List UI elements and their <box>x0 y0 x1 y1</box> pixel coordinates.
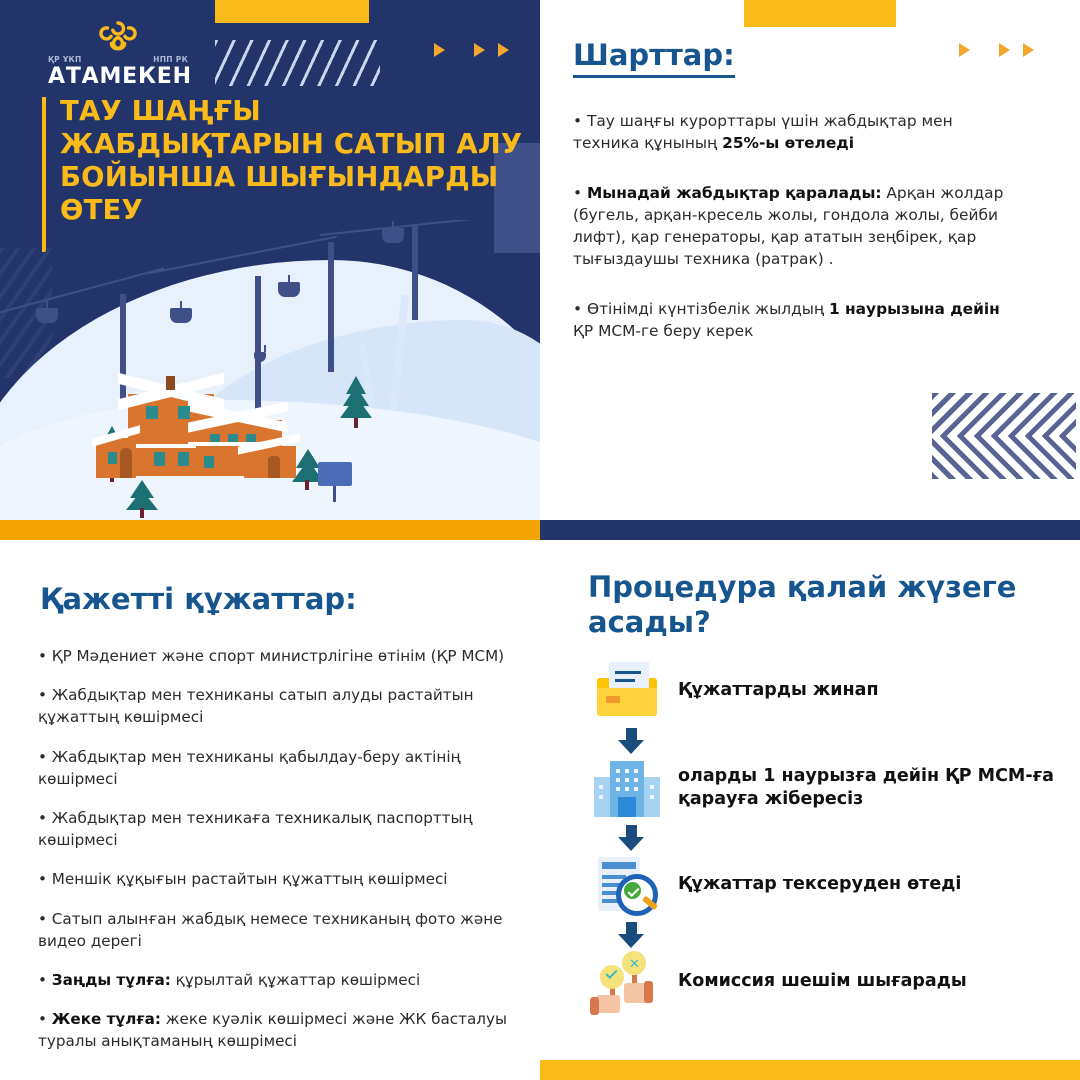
chevron-pattern-decor-icon <box>932 393 1076 479</box>
procedure-step-label: Комиссия шешім шығарады <box>678 971 967 992</box>
triangle-icon <box>1023 43 1034 57</box>
conditions-item-prefix: • Тау шаңғы курорттары үшін жабдықтар мен техника құнының <box>573 112 953 153</box>
documents-item-prefix: • Сатып алынған жабдық немесе техниканың фото және видео дерегі <box>38 909 503 950</box>
documents-item <box>38 1008 523 1052</box>
triangle-icon <box>959 43 970 57</box>
gondola-cabin <box>170 308 192 323</box>
down-arrow-icon <box>618 825 644 851</box>
trail-sign <box>318 462 352 486</box>
documents-item <box>38 868 523 890</box>
logo <box>48 18 192 89</box>
conditions-panel <box>540 0 1080 540</box>
pine-tree <box>340 372 372 428</box>
conditions-item-prefix: • <box>573 184 587 203</box>
documents-item <box>38 807 523 851</box>
procedure-step <box>588 755 1058 821</box>
triangle-icon <box>434 43 445 57</box>
conditions-bottom-navy-bar <box>540 520 1080 540</box>
conditions-item-suffix: ҚР МСМ-ге беру керек <box>573 322 754 341</box>
government-building-icon <box>588 755 666 821</box>
gondola-cabin <box>382 228 404 243</box>
documents-item-bold: Заңды тұлға: <box>51 970 171 989</box>
documents-item-prefix: • ҚР Мәдениет және спорт министрлігіне өтінім (ҚР МСМ) <box>38 647 505 665</box>
documents-item-prefix: • Жабдықтар мен техникаға техникалық паспорттың көшірмесі <box>38 808 473 850</box>
procedure-panel <box>540 540 1080 1080</box>
down-arrow-icon <box>618 922 644 948</box>
procedure-step-label: Құжаттарды жинап <box>678 680 879 701</box>
triangle-icon <box>474 43 485 57</box>
ski-resort-illustration <box>0 220 540 520</box>
procedure-step <box>588 658 1058 724</box>
hero-panel <box>0 0 540 540</box>
conditions-item <box>573 298 1018 342</box>
documents-item-suffix: құрылтай құжаттар көшірмесі <box>170 970 421 989</box>
conditions-item-bold: Мынадай жабдықтар қаралады: <box>586 184 882 203</box>
gondola-cabin <box>36 308 58 323</box>
conditions-triangle-decor <box>955 40 1045 62</box>
procedure-step-label: оларды 1 наурызға дейін ҚР МСМ-ға қарауға жібересіз <box>678 765 1054 809</box>
hero-title-wrap <box>42 95 530 227</box>
conditions-item-suffix: Арқан жолдар (бугель, арқан-кресель жолы, гондола жолы, бейби лифт), қар генераторы, қар ататын зеңбірек, қар тығыздаушы техника (ратрак) . <box>573 184 1004 269</box>
procedure-step-label: Құжаттар тексеруден өтеді <box>678 874 962 895</box>
hands-vote-decision-icon: ✕ <box>588 949 666 1015</box>
documents-item-prefix: • Меншік құқығын растайтын құжаттың көшірмесі <box>38 870 448 889</box>
ski-lodge-building <box>92 376 322 506</box>
atameken-flower-icon <box>95 18 141 52</box>
procedure-step <box>588 852 1058 918</box>
down-arrow-icon <box>618 728 644 754</box>
documents-item <box>38 645 523 667</box>
documents-item-suffix: жеке куәлік көшірмесі және ЖК басталуы туралы анықтаманың көшрімесі <box>38 1010 507 1051</box>
documents-heading: Қажетті құжаттар: <box>40 582 357 616</box>
procedure-heading: Процедура қалай жүзеге асады? <box>588 570 1017 640</box>
documents-list <box>38 645 523 1069</box>
documents-item-prefix: • <box>38 970 52 989</box>
documents-item-bold: Жеке тұлға: <box>51 1010 161 1029</box>
conditions-item <box>573 110 1018 154</box>
hero-bottom-orange-bar <box>0 520 540 540</box>
hero-top-yellow-bar <box>215 0 369 23</box>
hero-triangle-decor <box>430 40 515 60</box>
documents-item <box>38 908 523 952</box>
procedure-step <box>588 949 1058 1015</box>
documents-item <box>38 969 523 991</box>
documents-item <box>38 746 523 790</box>
conditions-item-bold: 1 наурызына дейін <box>828 300 1000 319</box>
logo-sub-right: НПП РК <box>153 55 188 64</box>
conditions-heading: Шарттар: <box>573 38 735 78</box>
diagonal-stripes-decor-icon <box>215 40 380 86</box>
procedure-bottom-yellow-bar <box>540 1060 1080 1080</box>
conditions-list <box>573 110 1018 370</box>
conditions-item <box>573 182 1018 270</box>
conditions-item-bold: 25%-ы өтеледі <box>722 134 854 153</box>
triangle-icon <box>498 43 509 57</box>
page-title: ТАУ ШАҢҒЫ ЖАБДЫҚТАРЫН САТЫП АЛУ БОЙЫНША ШЫҒЫНДАРДЫ ӨТЕУ <box>60 95 523 226</box>
conditions-item-prefix: • Өтінімді күнтізбелік жылдың <box>573 300 829 319</box>
conditions-top-yellow-bar <box>744 0 896 27</box>
procedure-steps <box>588 658 1058 1019</box>
documents-item-prefix: • <box>38 1010 52 1029</box>
documents-panel <box>0 540 540 1080</box>
documents-item <box>38 684 523 728</box>
lift-pylon <box>412 224 418 320</box>
document-magnifier-check-icon <box>588 852 666 918</box>
folder-documents-icon <box>588 658 666 724</box>
lift-pylon <box>328 242 334 372</box>
documents-item-prefix: • Жабдықтар мен техниканы сатып алуды растайтын құжаттың көшірмесі <box>38 686 474 727</box>
logo-sub-left: ҚР ҰКП <box>48 55 82 64</box>
logo-wordmark: АТАМЕКЕН <box>48 64 192 89</box>
documents-item-prefix: • Жабдықтар мен техниканы қабылдау-беру актінің көшірмесі <box>38 747 461 788</box>
gondola-cabin <box>278 282 300 297</box>
triangle-icon <box>999 43 1010 57</box>
